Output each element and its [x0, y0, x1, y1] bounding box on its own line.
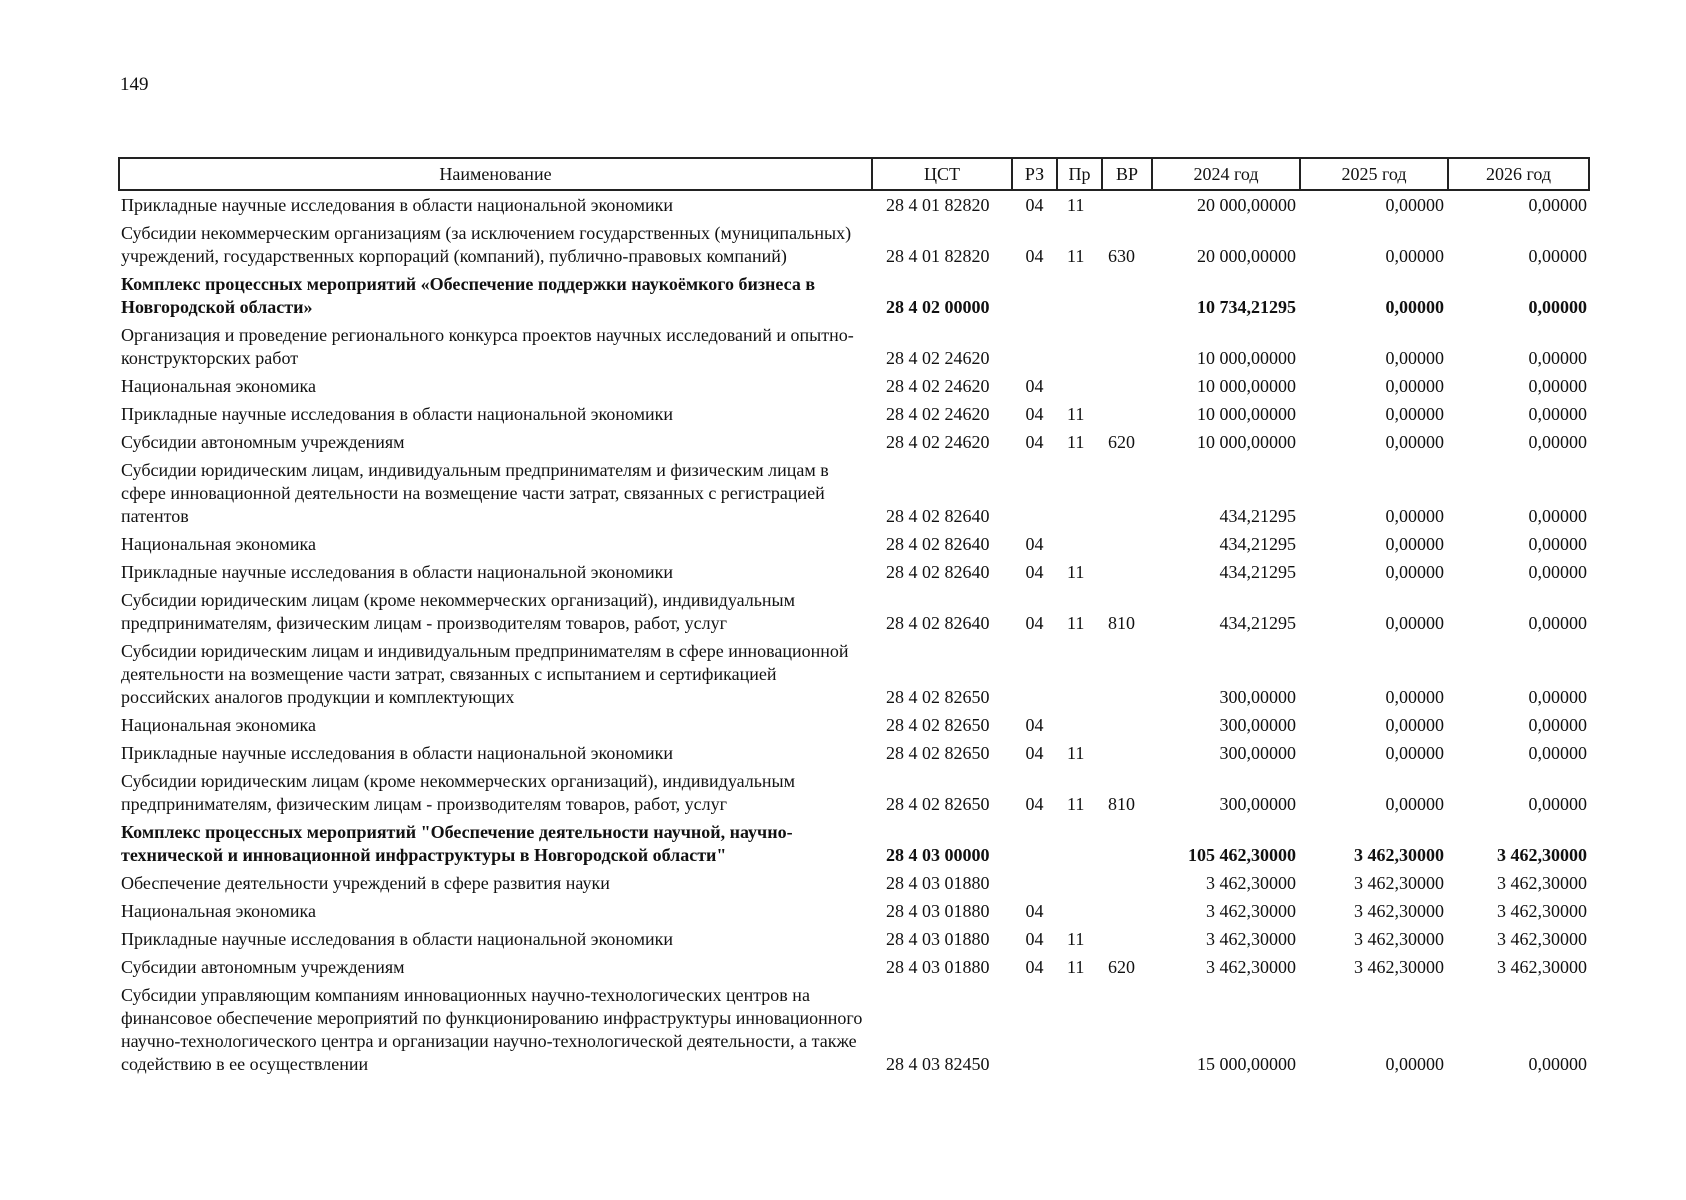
cell-pr: 11 — [1067, 432, 1085, 452]
header-name: Наименование — [119, 158, 872, 190]
cell-rz: 04 — [1025, 929, 1044, 949]
table-row — [119, 925, 1589, 953]
cell-rz: 04 — [1025, 901, 1044, 921]
cell-vr: 620 — [1108, 432, 1135, 452]
cell-2026: 0,00000 — [1528, 613, 1587, 633]
cell-2026: 0,00000 — [1528, 246, 1587, 266]
cell-pr: 11 — [1067, 562, 1085, 582]
cell-cst: 28 4 02 24620 — [886, 432, 990, 452]
table-row — [119, 400, 1589, 428]
cell-2024: 300,00000 — [1219, 715, 1296, 735]
cell-2026: 0,00000 — [1528, 794, 1587, 814]
cell-name: Прикладные научные исследования в области национальной экономики — [121, 562, 674, 582]
cell-pr — [1057, 321, 1102, 372]
cell-2025: 0,00000 — [1385, 376, 1444, 396]
cell-2024: 10 000,00000 — [1197, 404, 1296, 424]
cell-name: Национальная экономика — [121, 376, 316, 396]
header-cst: ЦСТ — [872, 158, 1012, 190]
cell-name: Субсидии юридическим лицам и индивидуальным предпринимателям в сфере инновационной деятельности на возмещение части затрат, связанных с испытанием и сертификацией российских аналогов продукции и комплектующих — [121, 641, 849, 707]
cell-vr — [1102, 190, 1152, 219]
cell-name: Прикладные научные исследования в области национальной экономики — [121, 929, 674, 949]
table-row — [119, 711, 1589, 739]
cell-rz: 04 — [1025, 432, 1044, 452]
cell-cst: 28 4 03 01880 — [886, 957, 990, 977]
cell-rz: 04 — [1025, 613, 1044, 633]
cell-vr — [1102, 400, 1152, 428]
page-number: 149 — [120, 74, 149, 95]
cell-2025: 0,00000 — [1385, 743, 1444, 763]
table-row — [119, 897, 1589, 925]
cell-cst: 28 4 02 24620 — [886, 376, 990, 396]
cell-cst: 28 4 02 24620 — [886, 348, 990, 368]
cell-name: Национальная экономика — [121, 715, 316, 735]
cell-name: Комплекс процессных мероприятий "Обеспечение деятельности научной, научно-технической и инновационной инфраструктуры в Новгородской области" — [121, 822, 793, 865]
header-vr: ВР — [1102, 158, 1152, 190]
cell-vr — [1102, 530, 1152, 558]
cell-2026: 0,00000 — [1528, 432, 1587, 452]
cell-cst: 28 4 02 82640 — [886, 613, 990, 633]
table-row — [119, 869, 1589, 897]
table-header — [119, 158, 1589, 190]
cell-vr — [1102, 372, 1152, 400]
cell-rz: 04 — [1025, 246, 1044, 266]
cell-cst: 28 4 01 82820 — [886, 246, 990, 266]
cell-pr: 11 — [1067, 404, 1085, 424]
cell-pr — [1057, 818, 1102, 869]
cell-rz: 04 — [1025, 404, 1044, 424]
header-2026: 2026 год — [1448, 158, 1589, 190]
table-row — [119, 739, 1589, 767]
cell-2026: 0,00000 — [1528, 534, 1587, 554]
header-pr: Пр — [1057, 158, 1102, 190]
cell-2026: 0,00000 — [1528, 297, 1587, 317]
cell-pr: 11 — [1067, 794, 1085, 814]
cell-pr — [1057, 372, 1102, 400]
cell-pr: 11 — [1067, 957, 1085, 977]
cell-rz: 04 — [1025, 562, 1044, 582]
cell-2024: 20 000,00000 — [1197, 195, 1296, 215]
header-row — [119, 158, 1589, 190]
table-row — [119, 219, 1589, 270]
cell-2026: 0,00000 — [1528, 743, 1587, 763]
cell-cst: 28 4 02 82640 — [886, 562, 990, 582]
cell-cst: 28 4 03 82450 — [886, 1054, 990, 1074]
cell-2026: 0,00000 — [1528, 1054, 1587, 1074]
cell-2026: 0,00000 — [1528, 506, 1587, 526]
cell-cst: 28 4 03 01880 — [886, 901, 990, 921]
cell-2024: 300,00000 — [1219, 743, 1296, 763]
table-body — [119, 190, 1589, 1078]
cell-vr — [1102, 558, 1152, 586]
cell-cst: 28 4 02 82640 — [886, 534, 990, 554]
cell-name: Национальная экономика — [121, 534, 316, 554]
cell-rz: 04 — [1025, 376, 1044, 396]
cell-name: Субсидии автономным учреждениям — [121, 432, 405, 452]
cell-name: Прикладные научные исследования в области национальной экономики — [121, 195, 674, 215]
cell-pr: 11 — [1067, 613, 1085, 633]
cell-pr — [1057, 897, 1102, 925]
cell-2024: 300,00000 — [1219, 687, 1296, 707]
cell-2026: 0,00000 — [1528, 562, 1587, 582]
table-row — [119, 530, 1589, 558]
cell-cst: 28 4 02 82650 — [886, 715, 990, 735]
table-row — [119, 456, 1589, 530]
table-row — [119, 190, 1589, 219]
cell-cst: 28 4 03 01880 — [886, 929, 990, 949]
cell-pr — [1057, 456, 1102, 530]
cell-2026: 0,00000 — [1528, 195, 1587, 215]
cell-2024: 105 462,30000 — [1188, 845, 1296, 865]
cell-name: Организация и проведение регионального конкурса проектов научных исследований и опытно-конструкторских работ — [121, 325, 854, 368]
cell-name: Субсидии юридическим лицам, индивидуальным предпринимателям и физическим лицам в сфере инновационной деятельности на возмещение части затрат, связанных с регистрацией патентов — [121, 460, 829, 526]
cell-2026: 3 462,30000 — [1497, 929, 1587, 949]
cell-2026: 0,00000 — [1528, 348, 1587, 368]
cell-vr: 810 — [1108, 613, 1135, 633]
cell-cst: 28 4 02 82640 — [886, 506, 990, 526]
cell-name: Субсидии автономным учреждениям — [121, 957, 405, 977]
cell-2024: 15 000,00000 — [1197, 1054, 1296, 1074]
cell-2025: 3 462,30000 — [1354, 845, 1444, 865]
cell-2025: 0,00000 — [1385, 404, 1444, 424]
cell-2026: 3 462,30000 — [1497, 901, 1587, 921]
cell-2025: 3 462,30000 — [1354, 873, 1444, 893]
cell-pr: 11 — [1067, 246, 1085, 266]
cell-cst: 28 4 02 82650 — [886, 687, 990, 707]
cell-rz: 04 — [1025, 743, 1044, 763]
cell-name: Прикладные научные исследования в области национальной экономики — [121, 743, 674, 763]
header-2025: 2025 год — [1300, 158, 1448, 190]
cell-vr: 630 — [1108, 246, 1135, 266]
cell-2025: 3 462,30000 — [1354, 929, 1444, 949]
cell-rz — [1012, 981, 1057, 1078]
cell-vr — [1102, 321, 1152, 372]
cell-pr — [1057, 270, 1102, 321]
budget-table — [118, 157, 1590, 1078]
cell-rz — [1012, 818, 1057, 869]
header-rz: РЗ — [1012, 158, 1057, 190]
cell-pr — [1057, 981, 1102, 1078]
cell-rz — [1012, 869, 1057, 897]
cell-2025: 0,00000 — [1385, 562, 1444, 582]
cell-2024: 3 462,30000 — [1206, 873, 1296, 893]
cell-2024: 434,21295 — [1219, 506, 1296, 526]
cell-2024: 3 462,30000 — [1206, 929, 1296, 949]
cell-2025: 0,00000 — [1385, 715, 1444, 735]
cell-rz — [1012, 321, 1057, 372]
cell-name: Комплекс процессных мероприятий «Обеспечение поддержки наукоёмкого бизнеса в Новгородской области» — [121, 274, 816, 317]
cell-2026: 0,00000 — [1528, 715, 1587, 735]
cell-vr — [1102, 456, 1152, 530]
cell-2025: 0,00000 — [1385, 534, 1444, 554]
cell-cst: 28 4 03 01880 — [886, 873, 990, 893]
cell-2025: 0,00000 — [1385, 687, 1444, 707]
table-row — [119, 586, 1589, 637]
cell-name: Прикладные научные исследования в области национальной экономики — [121, 404, 674, 424]
cell-2024: 10 000,00000 — [1197, 376, 1296, 396]
table-row — [119, 428, 1589, 456]
table-row — [119, 981, 1589, 1078]
table-row — [119, 637, 1589, 711]
table-row — [119, 558, 1589, 586]
cell-2026: 3 462,30000 — [1497, 957, 1587, 977]
cell-2025: 0,00000 — [1385, 348, 1444, 368]
table-row — [119, 767, 1589, 818]
cell-vr: 810 — [1108, 794, 1135, 814]
cell-2024: 434,21295 — [1219, 562, 1296, 582]
cell-2025: 0,00000 — [1385, 195, 1444, 215]
cell-vr: 620 — [1108, 957, 1135, 977]
cell-name: Субсидии юридическим лицам (кроме некоммерческих организаций), индивидуальным предпринимателям, физическим лицам - производителям товаров, работ, услуг — [121, 590, 796, 633]
cell-2024: 10 000,00000 — [1197, 432, 1296, 452]
cell-pr: 11 — [1067, 195, 1085, 215]
cell-2025: 0,00000 — [1385, 1054, 1444, 1074]
cell-pr — [1057, 530, 1102, 558]
cell-name: Субсидии юридическим лицам (кроме некоммерческих организаций), индивидуальным предпринимателям, физическим лицам - производителям товаров, работ, услуг — [121, 771, 796, 814]
cell-2025: 3 462,30000 — [1354, 957, 1444, 977]
cell-2026: 3 462,30000 — [1497, 873, 1587, 893]
cell-2025: 0,00000 — [1385, 613, 1444, 633]
cell-rz — [1012, 270, 1057, 321]
cell-name: Субсидии некоммерческим организациям (за исключением государственных (муниципальных) учреждений, государственных корпораций (компаний), публично-правовых компаний) — [121, 223, 852, 266]
cell-2026: 3 462,30000 — [1497, 845, 1587, 865]
cell-vr — [1102, 711, 1152, 739]
table-row — [119, 953, 1589, 981]
cell-rz: 04 — [1025, 794, 1044, 814]
cell-pr — [1057, 711, 1102, 739]
table-row — [119, 818, 1589, 869]
header-2024: 2024 год — [1152, 158, 1300, 190]
cell-2024: 20 000,00000 — [1197, 246, 1296, 266]
cell-2024: 3 462,30000 — [1206, 957, 1296, 977]
cell-vr — [1102, 925, 1152, 953]
cell-rz — [1012, 456, 1057, 530]
cell-name: Субсидии управляющим компаниям инновационных научно-технологических центров на финансовое обеспечение мероприятий по функционированию инфраструктуры инновационного научно-технологического центра и организации научно-технологической деятельности, а также содействию в ее осуществлении — [121, 985, 863, 1074]
cell-2026: 0,00000 — [1528, 687, 1587, 707]
cell-vr — [1102, 869, 1152, 897]
cell-rz: 04 — [1025, 534, 1044, 554]
cell-2024: 434,21295 — [1219, 613, 1296, 633]
cell-2024: 10 734,21295 — [1197, 297, 1296, 317]
cell-cst: 28 4 02 82650 — [886, 794, 990, 814]
cell-rz: 04 — [1025, 957, 1044, 977]
cell-vr — [1102, 739, 1152, 767]
table-row — [119, 270, 1589, 321]
cell-cst: 28 4 01 82820 — [886, 195, 990, 215]
cell-2025: 0,00000 — [1385, 794, 1444, 814]
table-row — [119, 321, 1589, 372]
cell-cst: 28 4 02 00000 — [886, 297, 990, 317]
cell-rz: 04 — [1025, 195, 1044, 215]
cell-pr: 11 — [1067, 743, 1085, 763]
cell-vr — [1102, 981, 1152, 1078]
cell-pr — [1057, 637, 1102, 711]
cell-2024: 300,00000 — [1219, 794, 1296, 814]
cell-2024: 3 462,30000 — [1206, 901, 1296, 921]
cell-pr — [1057, 869, 1102, 897]
table-row — [119, 372, 1589, 400]
cell-rz — [1012, 637, 1057, 711]
cell-cst: 28 4 02 82650 — [886, 743, 990, 763]
cell-rz: 04 — [1025, 715, 1044, 735]
cell-2025: 0,00000 — [1385, 246, 1444, 266]
cell-cst: 28 4 02 24620 — [886, 404, 990, 424]
cell-2024: 10 000,00000 — [1197, 348, 1296, 368]
cell-name: Национальная экономика — [121, 901, 316, 921]
cell-2026: 0,00000 — [1528, 404, 1587, 424]
cell-cst: 28 4 03 00000 — [886, 845, 990, 865]
cell-2024: 434,21295 — [1219, 534, 1296, 554]
cell-pr: 11 — [1067, 929, 1085, 949]
cell-2026: 0,00000 — [1528, 376, 1587, 396]
cell-vr — [1102, 270, 1152, 321]
cell-vr — [1102, 818, 1152, 869]
cell-name: Обеспечение деятельности учреждений в сфере развития науки — [121, 873, 610, 893]
cell-vr — [1102, 637, 1152, 711]
cell-vr — [1102, 897, 1152, 925]
cell-2025: 0,00000 — [1385, 432, 1444, 452]
cell-2025: 0,00000 — [1385, 297, 1444, 317]
cell-2025: 0,00000 — [1385, 506, 1444, 526]
cell-2025: 3 462,30000 — [1354, 901, 1444, 921]
